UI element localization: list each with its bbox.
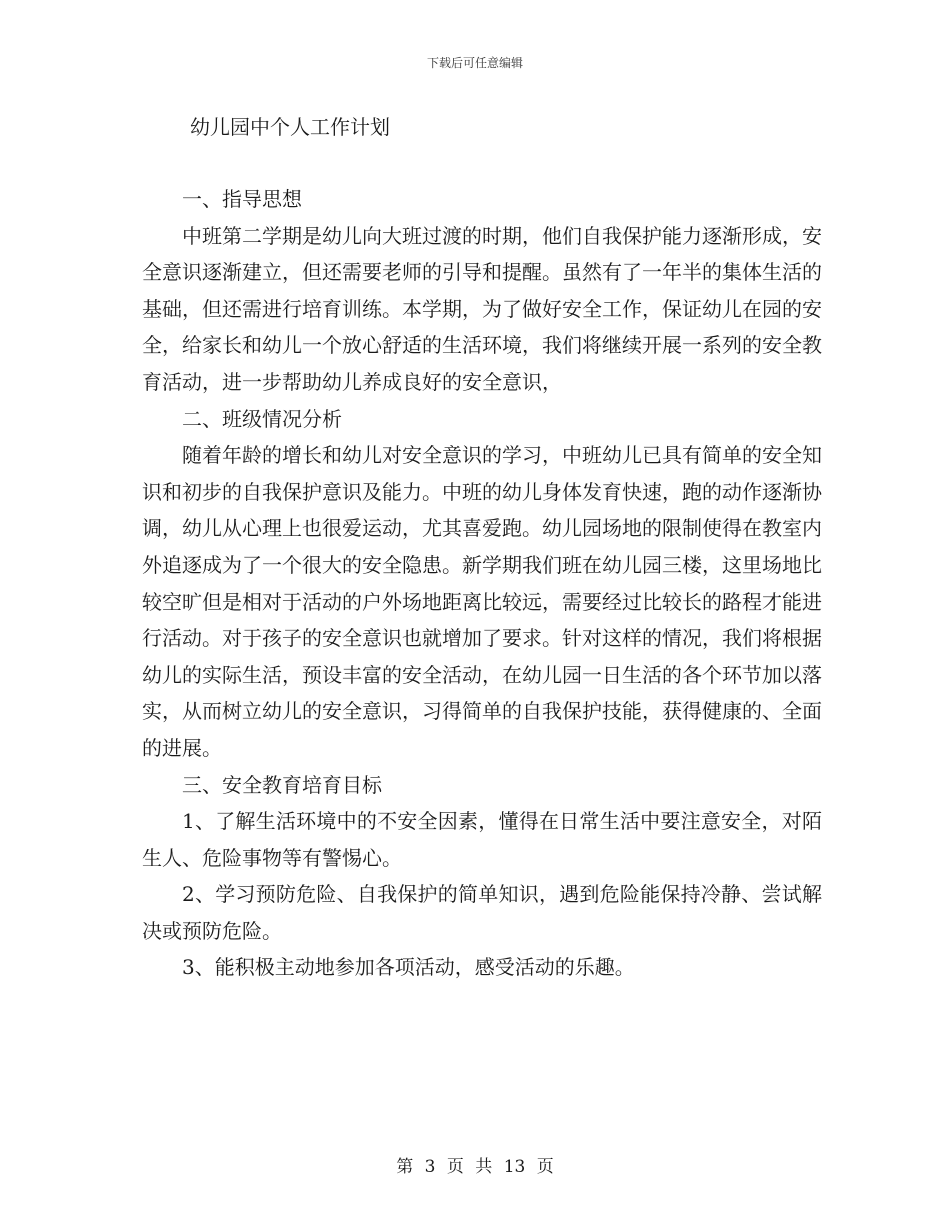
section-heading-guiding-thought: 一、指导思想: [182, 187, 302, 211]
document-title: 幼儿园中个人工作计划: [190, 115, 390, 139]
page-number: 第 3 页 共 13 页: [396, 1157, 554, 1177]
paragraph-guiding-thought: 中班第二学期是幼儿向大班过渡的时期，他们自我保护能力逐渐形成，安全意识逐渐建立，但还需要老师的引导和提醒。虽然有了一年半的集体生活的基础，但还需进行培育训练。本学期，为了做好安全工作，保证幼儿在园的安全，给家长和幼儿一个放心舒适的生活环境，我们将继续开展一系列的安全教育活动，进一步帮助幼儿养成良好的安全意识，: [142, 223, 822, 394]
section-heading-goals: 三、安全教育培育目标: [182, 772, 382, 797]
goal-item-2: 2、学习预防危险、自我保护的简单知识，遇到危险能保持冷静、尝试解决或预防危险。: [142, 882, 822, 943]
goal-item-1: 1、了解生活环境中的不安全因素，懂得在日常生活中要注意安全，对陌生人、危险事物等有警惕心。: [142, 809, 822, 870]
goal-item-3: 3、能积极主动地参加各项活动，感受活动的乐趣。: [182, 955, 635, 980]
section-heading-class-analysis: 二、班级情况分析: [182, 406, 342, 431]
document-body: [142, 181, 822, 986]
header-note: 下载后可任意编辑: [426, 56, 523, 70]
paragraph-class-analysis: 随着年龄的增长和幼儿对安全意识的学习，中班幼儿已具有简单的安全知识和初步的自我保护意识及能力。中班的幼儿身体发育快速，跑的动作逐渐协调，幼儿从心理上也很爱运动，尤其喜爱跑。幼儿园场地的限制使得在教室内外追逐成为了一个很大的安全隐患。新学期我们班在幼儿园三楼，这里场地比较空旷但是相对于活动的户外场地距离比较远，需要经过比较长的路程才能进行活动。对于孩子的安全意识也就增加了要求。针对这样的情况，我们将根据幼儿的实际生活，预设丰富的安全活动，在幼儿园一日生活的各个环节加以落实，从而树立幼儿的安全意识，习得简单的自我保护技能，获得健康的、全面的进展。: [142, 443, 822, 760]
